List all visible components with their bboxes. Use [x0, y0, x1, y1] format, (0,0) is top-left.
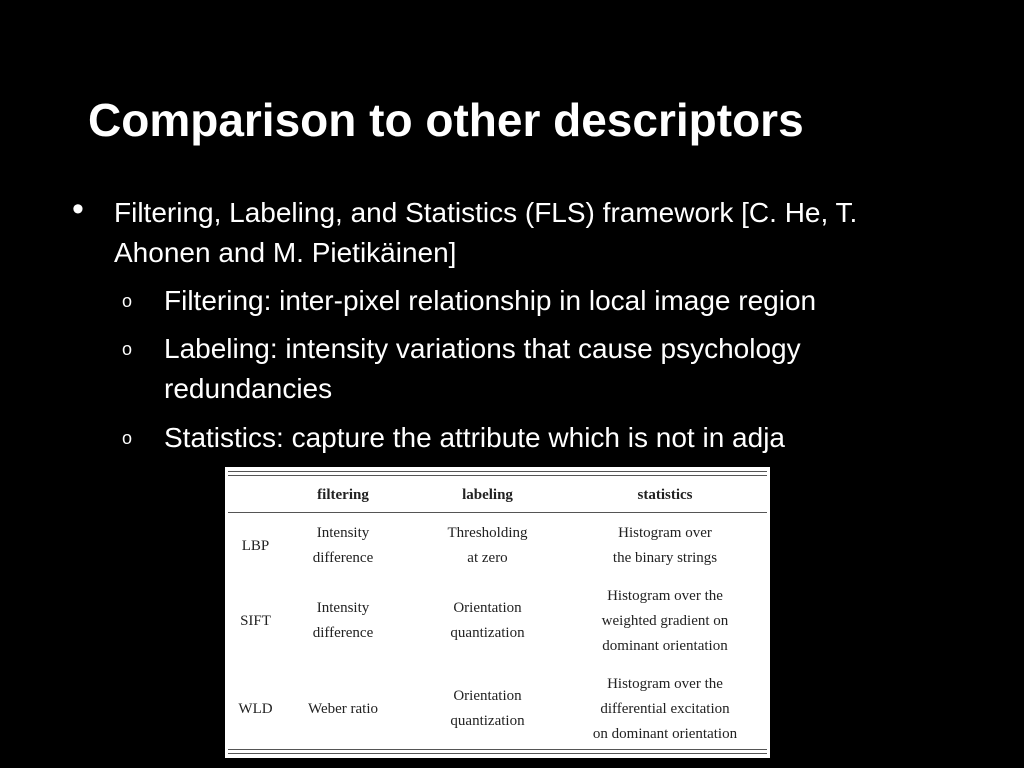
table-cell: Weber ratio — [307, 701, 378, 717]
sub-bullet-marker: o — [122, 291, 133, 311]
sub-bullet-text: Filtering: inter-pixel relationship in local image region — [164, 285, 817, 316]
bullet-marker: • — [72, 190, 84, 228]
sub-bullet-marker: o — [122, 339, 133, 359]
table-cell: Histogram over the differential excitation on dominant orientation — [592, 676, 738, 742]
comparison-table — [225, 467, 770, 758]
table-row-label: SIFT — [240, 613, 271, 629]
bullet-item — [72, 190, 952, 273]
table-bottom-rule — [228, 749, 767, 750]
column-header-filtering: filtering — [317, 487, 369, 503]
sub-bullet-item — [122, 281, 972, 321]
table-row-label: LBP — [241, 538, 270, 554]
table-cell: Intensity difference — [312, 525, 374, 566]
column-header-statistics: statistics — [637, 487, 693, 503]
sub-bullet-item — [122, 329, 972, 409]
table-header-rule — [228, 512, 767, 513]
table-bottom-rule — [228, 753, 767, 754]
table-cell: Thresholding at zero — [447, 525, 528, 566]
table-cell: Orientation quantization — [450, 688, 525, 729]
table-cell: Histogram over the weighted gradient on dominant orientation — [601, 588, 729, 654]
table-top-rule — [228, 471, 767, 472]
table-row-label: WLD — [238, 701, 273, 717]
bullet-text: Filtering, Labeling, and Statistics (FLS) framework [C. He, T. Ahonen and M. Pietikäinen] — [114, 197, 858, 268]
sub-bullet-marker: o — [122, 428, 133, 448]
slide-title: Comparison to other descriptors — [88, 94, 804, 146]
column-header-labeling: labeling — [462, 487, 513, 503]
sub-bullet-text: Statistics: capture the attribute which is not in adja — [164, 422, 785, 453]
table-cell: Histogram over the binary strings — [612, 525, 718, 566]
table-cell: Orientation quantization — [450, 600, 525, 641]
table-top-rule — [228, 475, 767, 476]
sub-bullet-item — [122, 418, 972, 458]
sub-bullet-text: Labeling: intensity variations that cause psychology redundancies — [164, 333, 801, 404]
table-cell: Intensity difference — [312, 600, 374, 641]
